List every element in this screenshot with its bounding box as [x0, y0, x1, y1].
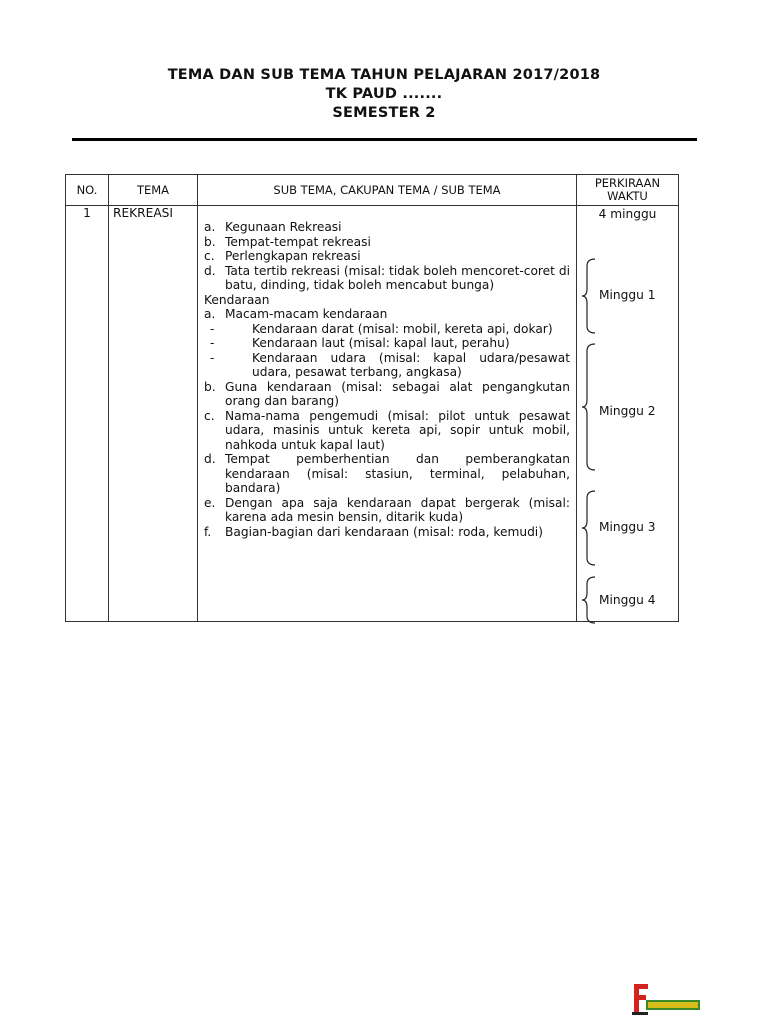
minggu-3-label: Minggu 3	[599, 520, 656, 534]
list-marker: a.	[204, 307, 216, 321]
dash-marker: -	[210, 350, 215, 365]
header-rule	[72, 138, 697, 141]
list-kendaraan	[204, 380, 570, 540]
header-sub-tema: SUB TEMA, CAKUPAN TEMA / SUB TEMA	[198, 175, 577, 206]
sub-list-item	[204, 336, 570, 351]
list-marker: f.	[204, 524, 212, 539]
list-marker: b.	[204, 234, 216, 249]
list-item	[204, 525, 570, 540]
sub-list-item	[204, 351, 570, 380]
list-item	[204, 264, 570, 293]
cell-waktu	[577, 206, 679, 622]
list-text: Tata tertib rekreasi (misal: tidak boleh mencoret-coret di batu, dinding, tidak boleh mencabut bunga)	[225, 263, 570, 292]
list-item	[204, 409, 570, 453]
title-line-2: TK PAUD .......	[325, 86, 443, 102]
list-marker: a.	[204, 220, 216, 234]
list-text: Perlengkapan rekreasi	[225, 249, 361, 263]
list-marker: e.	[204, 495, 216, 510]
sub-list-text: Kendaraan udara (misal: kapal udara/pesawat udara, pesawat terbang, angkasa)	[252, 350, 570, 379]
list-item	[204, 380, 570, 409]
title-line-3: SEMESTER 2	[332, 105, 436, 121]
list-marker: c.	[204, 249, 215, 263]
sub-list-text: Kendaraan laut (misal: kapal laut, perahu)	[252, 336, 510, 350]
list-text: Tempat pemberhentian dan pemberangkatan kendaraan (misal: stasiun, terminal, pelabuhan, bandara)	[225, 452, 570, 495]
list-text: Dengan apa saja kendaraan dapat bergerak (misal: karena ada mesin bensin, ditarik kuda)	[225, 495, 570, 524]
minggu-4-label: Minggu 4	[599, 593, 656, 607]
list-item	[204, 307, 570, 322]
list-item	[204, 452, 570, 496]
sub-list-text: Kendaraan darat (misal: mobil, kereta api, dokar)	[252, 321, 553, 336]
title-line-1: TEMA DAN SUB TEMA TAHUN PELAJARAN 2017/2018	[167, 67, 601, 83]
list-marker: d.	[204, 263, 216, 278]
total-waktu: 4 minggu	[598, 207, 657, 221]
list-item	[204, 220, 570, 235]
cell-sub-tema	[198, 206, 577, 622]
cell-no: 1	[66, 206, 109, 622]
brace-minggu-2	[581, 343, 599, 471]
brace-minggu-4	[581, 576, 599, 624]
sub-list-item	[204, 322, 570, 337]
list-rekreasi	[204, 220, 570, 293]
kendaraan-heading: Kendaraan	[204, 292, 270, 307]
tema-table	[65, 174, 679, 622]
list-text: Tempat-tempat rekreasi	[225, 234, 371, 249]
header-no: NO.	[66, 175, 109, 206]
dash-marker: -	[210, 321, 215, 336]
list-text: Macam-macam kendaraan	[225, 307, 388, 321]
minggu-2-label: Minggu 2	[599, 404, 656, 418]
brace-minggu-3	[581, 490, 599, 566]
minggu-1-label: Minggu 1	[599, 288, 656, 302]
dash-marker: -	[210, 336, 215, 350]
header-waktu: PERKIRAAN WAKTU	[577, 175, 679, 206]
list-text: Kegunaan Rekreasi	[225, 220, 342, 234]
list-kendaraan-types	[204, 322, 570, 380]
table-header-row	[66, 175, 679, 206]
list-marker: c.	[204, 408, 215, 423]
list-text: Guna kendaraan (misal: sebagai alat pengangkutan orang dan barang)	[225, 379, 570, 408]
list-item	[204, 249, 570, 264]
list-item	[204, 235, 570, 250]
list-text: Bagian-bagian dari kendaraan (misal: roda, kemudi)	[225, 524, 543, 539]
header-tema: TEMA	[109, 175, 198, 206]
list-text: Nama-nama pengemudi (misal: pilot untuk pesawat udara, masinis untuk kereta api, sopir untuk mobil, nahkoda untuk kapal laut)	[225, 408, 570, 452]
list-item	[204, 496, 570, 525]
cell-tema: REKREASI	[109, 206, 198, 622]
list-marker: b.	[204, 379, 216, 394]
list-marker: d.	[204, 452, 216, 466]
brand-logo	[628, 978, 702, 1018]
document-header	[0, 66, 768, 123]
brace-minggu-1	[581, 258, 599, 334]
table-row	[66, 206, 679, 622]
